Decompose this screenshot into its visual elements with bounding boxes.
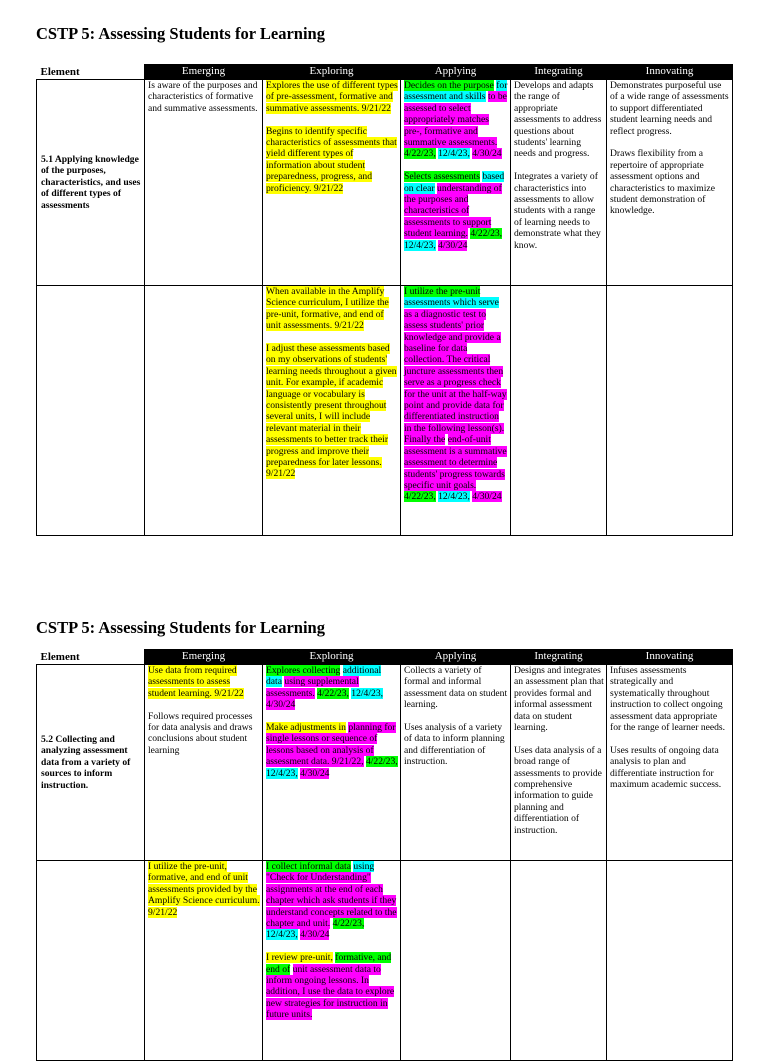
highlight-green: 4/22/23, (332, 918, 365, 930)
highlight-green: 4/22/23, (365, 756, 398, 768)
element-label-empty (37, 286, 145, 536)
highlight-green: Selects assessments (404, 171, 480, 183)
element-header: Element (37, 650, 145, 665)
cell-exploring (263, 286, 401, 536)
column-header-applying: Applying (401, 65, 511, 80)
highlight-magenta: "Check for Understanding" assignments at the end of each chapter which ask students if they understand concepts related to the chapter and unit. (266, 872, 397, 930)
highlight-green: formative, and end of (266, 952, 392, 975)
cell-emerging (145, 80, 263, 286)
highlight-magenta: as a diagnostic test to assess students' prior knowledge and provide a baseline for data collection. The critical juncture assessments then serve as a progress check for the unit at the half-way point and provide data for differentiated instruction in the following lesson(s). Finally the (404, 308, 507, 446)
cell-integrating (511, 80, 607, 286)
cell-emerging (145, 286, 263, 536)
highlight-magenta: understanding of the purposes and characteristics of assessments to support student learning. (404, 182, 502, 240)
highlight-green: 4/22/23, (317, 687, 349, 699)
highlight-green: Explores collecting (266, 665, 341, 676)
highlight-yellow: When available in the Amplify Science curriculum, I utilize the pre-unit, formative, and end of unit assessments. 9/21/22 (266, 286, 389, 332)
highlight-green: 4/22/23, (470, 228, 503, 240)
table-row (37, 286, 733, 536)
column-header-innovating: Innovating (607, 65, 733, 80)
highlight-yellow: Use data from required assessments to assess student learning. 9/21/22 (148, 665, 244, 699)
highlight-yellow: I review pre-unit, (266, 952, 333, 964)
highlight-cyan: 12/4/23, (438, 148, 470, 160)
cell-text: Infuses assessments strategically and systematically throughout instruction to collect ongoing assessment data appropriate for the range of learner needs. (610, 665, 726, 734)
highlight-cyan: using (353, 861, 375, 872)
column-header-applying: Applying (401, 650, 511, 665)
column-header-innovating: Innovating (607, 650, 733, 665)
highlight-yellow: I utilize the pre-unit, formative, and end of unit assessments provided by the Amplify Science curriculum. 9/21/22 (148, 861, 260, 918)
column-header-exploring: Exploring (263, 650, 401, 665)
highlight-cyan: 12/4/23, (266, 929, 298, 941)
column-header-integrating: Integrating (511, 650, 607, 665)
highlight-yellow: Begins to identify specific characteristics of assessments that yield different types of information about student preparedness, progress, and proficiency. 9/21/22 (266, 125, 397, 194)
cell-text: Designs and integrates an assessment plan that provides formal and informal assessment data on student learning. (514, 665, 604, 734)
cell-integrating (511, 286, 607, 536)
highlight-green: 4/22/23, (404, 491, 436, 503)
section-5-1 (36, 23, 732, 503)
table-row (37, 861, 733, 1061)
column-header-exploring: Exploring (263, 65, 401, 80)
highlight-cyan: 12/4/23, (351, 687, 384, 699)
cell-text: Integrates a variety of characteristics into assessments to allow students with a range of learning needs to demonstrate what they know. (514, 171, 601, 251)
element-label: 5.1 Applying knowledge of the purposes, characteristics, and uses of different types of assessments (37, 80, 145, 286)
highlight-magenta: planning for single lessons or sequence of lessons based on analysis of assessment data. 9/21/22, (266, 722, 396, 768)
cell-text: Uses analysis of a variety of data to inform planning and differentiation of instruction. (404, 722, 505, 768)
table-row (37, 80, 733, 286)
cell-text: Uses results of ongoing data analysis to plan and differentiate instruction for maximum academic success. (610, 744, 722, 791)
cell-text: Is aware of the purposes and characteristics of formative and summative assessments. (148, 80, 258, 114)
table-header-row (37, 65, 733, 80)
rubric-table (36, 64, 733, 536)
column-header-emerging: Emerging (145, 65, 263, 80)
cell-innovating (607, 80, 733, 286)
cell-innovating (607, 665, 733, 861)
highlight-yellow: Explores the use of different types of pre-assessment, formative and summative assessments. 9/21/22 (266, 80, 398, 114)
cell-exploring (263, 80, 401, 286)
highlight-magenta: 4/30/24 (472, 491, 502, 503)
cell-innovating (607, 286, 733, 536)
cell-text: Collects a variety of formal and informal assessment data on student learning. (404, 665, 508, 711)
highlight-cyan: 12/4/23, (404, 239, 436, 251)
highlight-magenta: 4/30/24 (266, 699, 296, 711)
cell-text: Develops and adapts the range of appropriate assessments to address questions about students' learning needs and progress. (514, 80, 602, 160)
section-5-2 (36, 617, 732, 1021)
highlight-magenta: to be assessed to select appropriately matches pre-, formative and summative assessments. (404, 91, 507, 149)
cell-integrating (511, 861, 607, 1061)
cell-applying (401, 80, 511, 286)
column-header-emerging: Emerging (145, 650, 263, 665)
table-row (37, 665, 733, 861)
cell-emerging (145, 665, 263, 861)
cell-emerging (145, 861, 263, 1061)
highlight-cyan: 12/4/23, (438, 491, 470, 503)
cell-text: Demonstrates purposeful use of a wide range of assessments to support differentiated student learning needs and reflect progress. (610, 80, 729, 137)
cell-applying (401, 286, 511, 536)
column-header-integrating: Integrating (511, 65, 607, 80)
highlight-green: Decides on the purpose (404, 80, 494, 91)
rubric-table (36, 649, 733, 1061)
cell-exploring (263, 861, 401, 1061)
highlight-cyan: additional data (266, 665, 382, 688)
element-label-empty (37, 861, 145, 1061)
highlight-cyan: assessments which serve (404, 297, 499, 309)
cell-applying (401, 665, 511, 861)
highlight-cyan: based on clear (404, 171, 505, 194)
highlight-magenta: end-of-unit assessment is a summative assessment to determine students' progress towards specific unit goals. (404, 434, 507, 491)
highlight-green: I utilize the pre-unit (404, 286, 481, 297)
highlight-magenta: 4/30/24 (472, 148, 502, 160)
highlight-cyan: 12/4/23, (266, 767, 298, 779)
element-label: 5.2 Collecting and analyzing assessment data from a variety of sources to inform instruction. (37, 665, 145, 861)
table-header-row (37, 650, 733, 665)
cell-text: Draws flexibility from a repertoire of appropriate assessment options and characteristics to maximize student demonstration of knowledge. (610, 148, 715, 217)
highlight-green: 4/22/23, (404, 148, 436, 160)
cell-integrating (511, 665, 607, 861)
page-title: CSTP 5: Assessing Students for Learning (36, 618, 325, 637)
cell-text: Uses data analysis of a broad range of assessments to provide comprehensive information to guide planning and differentiation of instruction. (514, 744, 602, 836)
highlight-magenta: 4/30/24 (300, 767, 330, 779)
cell-innovating (607, 861, 733, 1061)
highlight-magenta: unit assessment data to inform ongoing lessons. In addition, I use the data to explore new strategies for instruction in future units. (266, 963, 395, 1021)
cell-text: Follows required processes for data analysis and draws conclusions about student learning (148, 710, 253, 756)
highlight-green: I collect informal data (266, 861, 351, 872)
cell-applying (401, 861, 511, 1061)
page-title: CSTP 5: Assessing Students for Learning (36, 24, 325, 43)
highlight-magenta: 4/30/24 (438, 239, 468, 251)
highlight-yellow: Make adjustments in (266, 722, 346, 734)
highlight-yellow: I adjust these assessments based on my observations of students' learning needs throughout a given unit. For example, if academic language or vocabulary is consistently present throughout several units, I will include relevant material in their assessments to better track their progress and improve their preparedness for later lessons. 9/21/22 (266, 343, 397, 480)
highlight-cyan: for assessment and skills (404, 80, 508, 103)
cell-exploring (263, 665, 401, 861)
highlight-magenta: 4/30/24 (300, 929, 330, 941)
element-header: Element (37, 65, 145, 80)
highlight-magenta: using supplemental assessments. (266, 676, 359, 699)
